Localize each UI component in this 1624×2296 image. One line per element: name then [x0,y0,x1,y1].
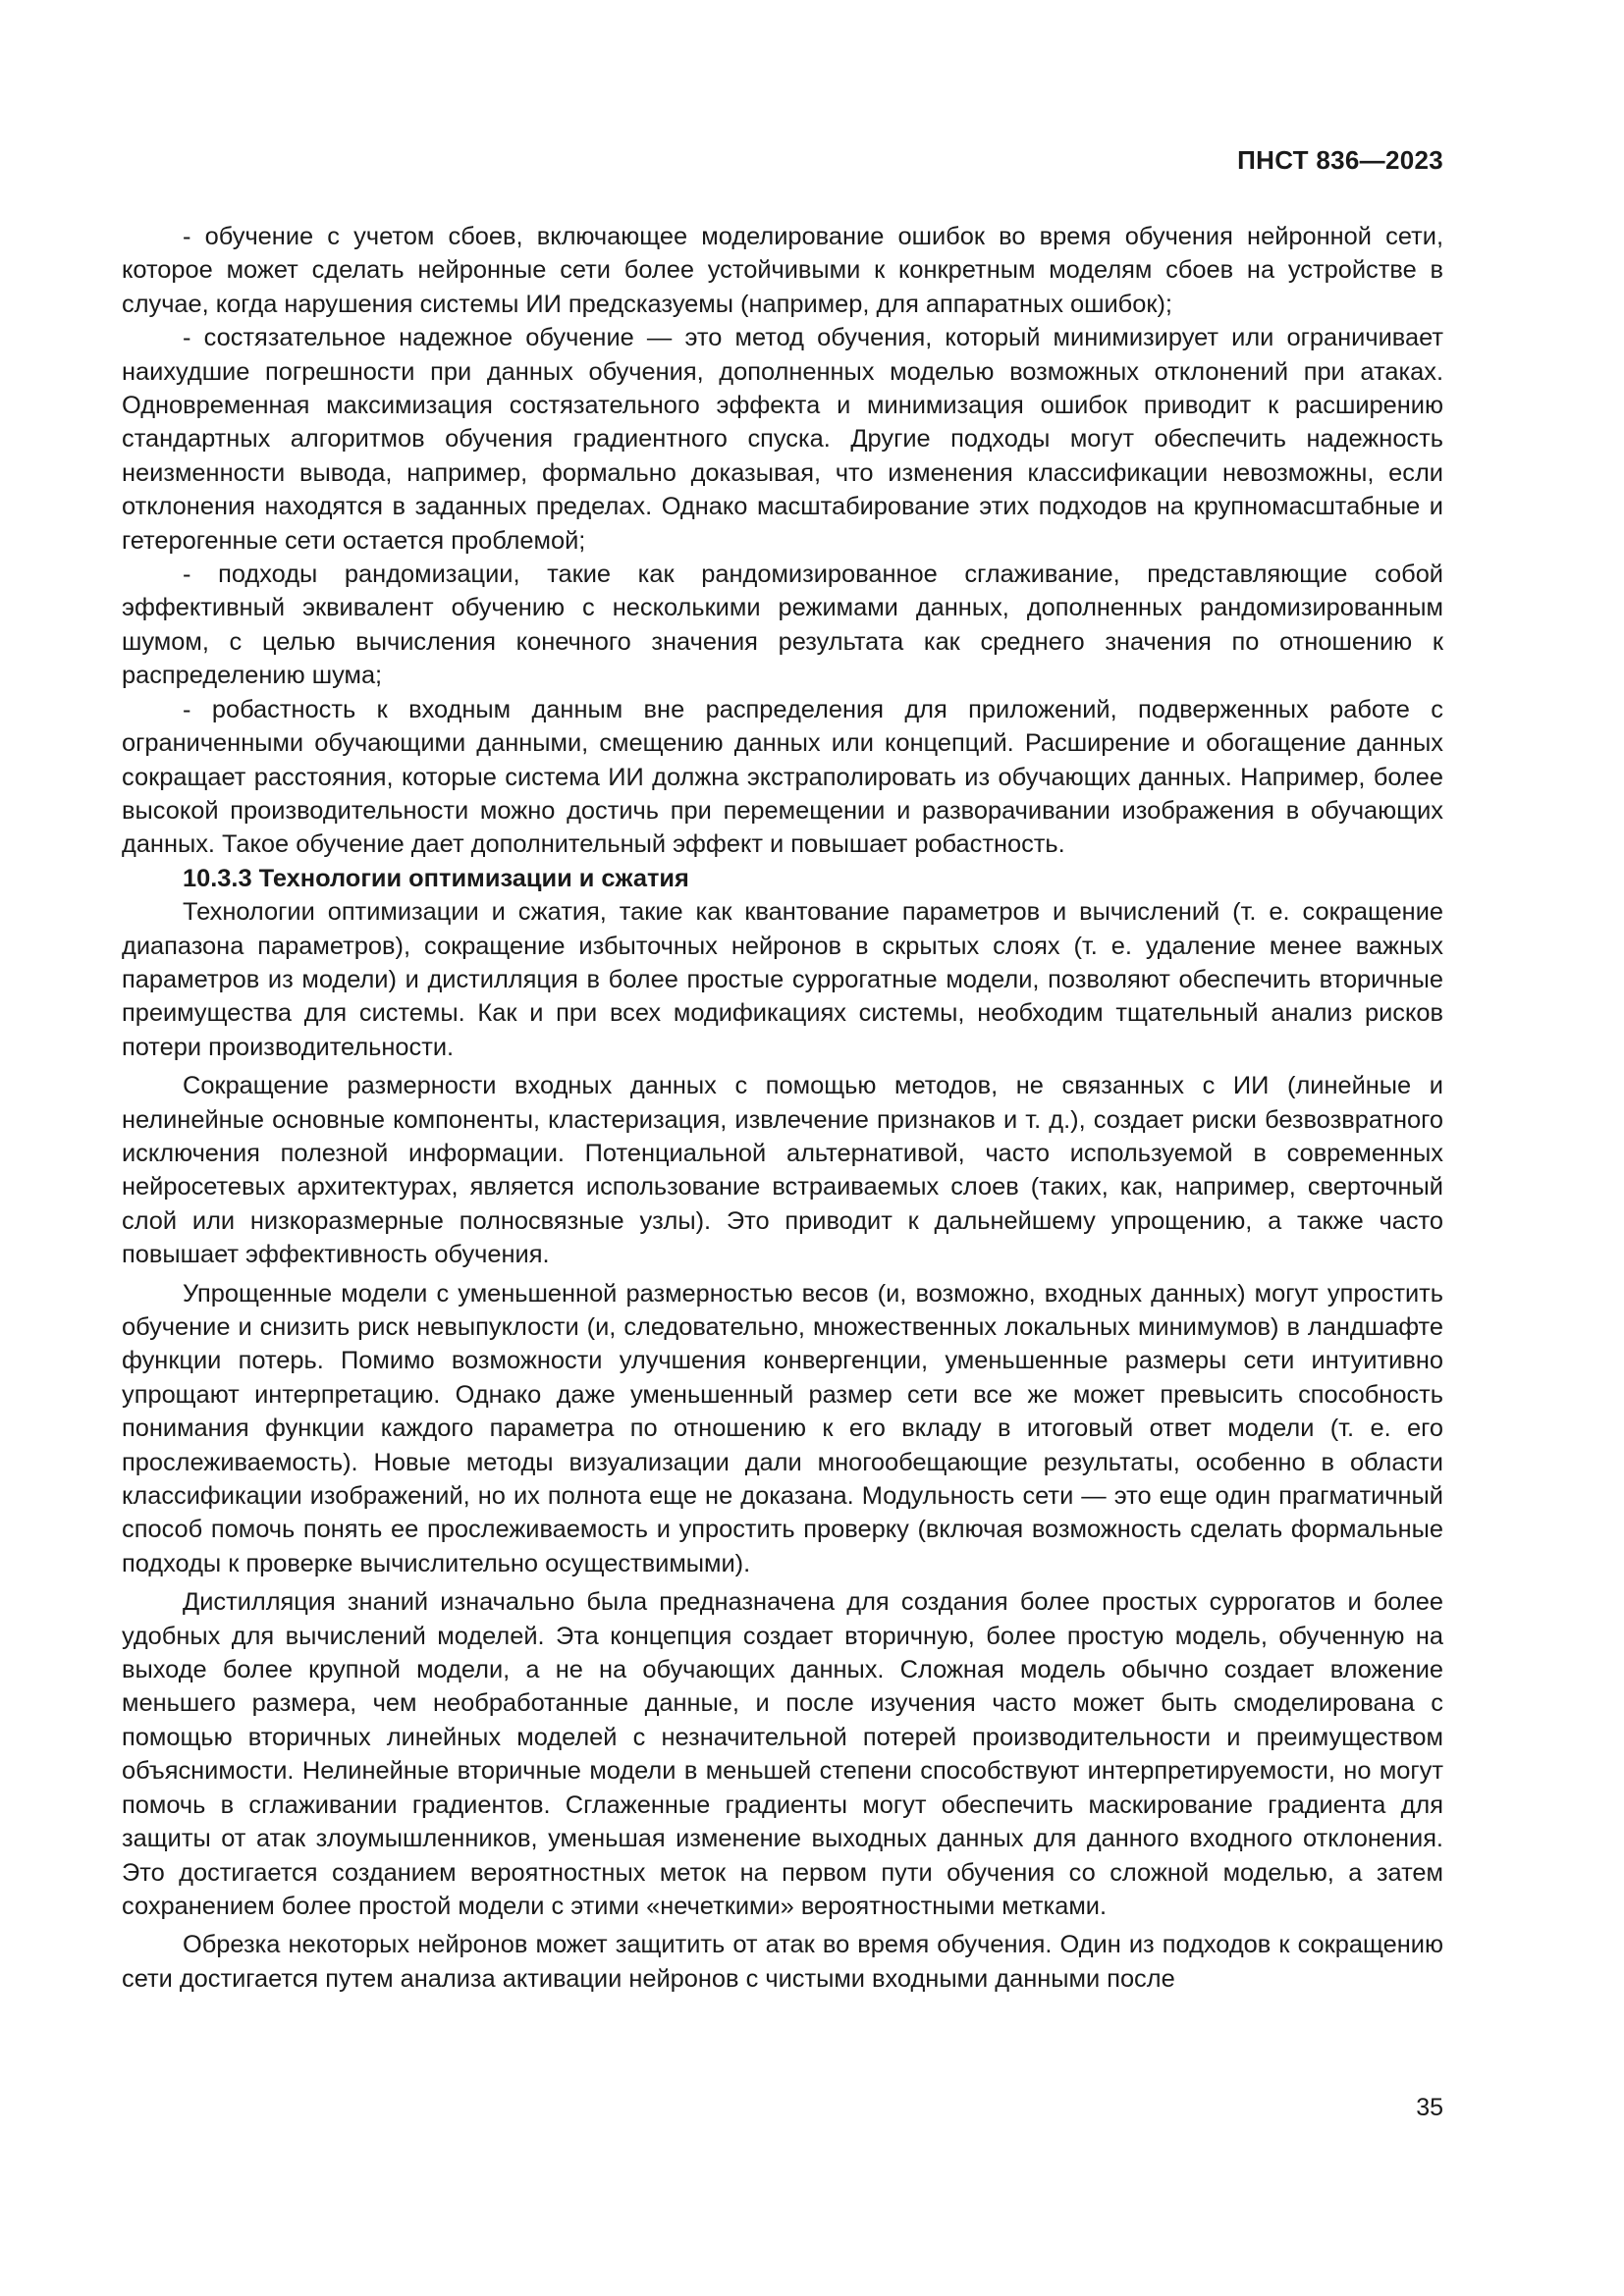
paragraph-dimensionality-reduction: Сокращение размерности входных данных с помощью методов, не связанных с ИИ (линейные и нелинейные основные компоненты, кластеризация, извлечение признаков и т. д.), создает риски безвозвратного исключения полезной информации. Потенциальной альтернативой, часто используемой в современных нейросетевых архитектурах, является использование встраиваемых слоев (таких, как, например, сверточный слой или низкоразмерные полносвязные узлы). Это приводит к дальнейшему упрощению, а также часто повышает эффективность обучения. [122,1072,1443,1269]
paragraph-optimization-compression: Технологии оптимизации и сжатия, такие как квантование параметров и вычислений (т. е. сокращение диапазона параметров), сокращение избыточных нейронов в скрытых слоях (т. е. удаление менее важных параметров из модели) и дистилляция в более простые суррогатные модели, позволяют обеспечить вторичные преимущества для системы. Как и при всех модификациях системы, необходим тщательный анализ рисков потери производительности. [122,898,1443,1061]
paragraph-adversarial-robust-training: - состязательное надежное обучение — это метод обучения, который минимизирует или ограничивает наихудшие погрешности при данных обучения, дополненных моделью возможных отклонений при атаках. Одновременная максимизация состязательного эффекта и минимизация ошибок приводит к расширению стандартных алгоритмов обучения градиентного спуска. Другие подходы могут обеспечить надежность неизменности вывода, например, формально доказывая, что изменения классификации невозможны, если отклонения находятся в заданных пределах. Однако масштабирование этих подходов на крупномасштабные и гетерогенные сети остается проблемой; [122,324,1443,555]
section-heading: 10.3.3 Технологии оптимизации и сжатия [183,864,689,892]
paragraph-out-of-distribution-robustness: - робастность к входным данным вне распределения для приложений, подверженных работе с ограниченными обучающими данными, смещению данных или концепций. Расширение и обогащение данных сокращает расстояния, которые система ИИ должна экстраполировать из обучающих данных. Например, более высокой производительности можно достичь при перемещении и разворачивании изображения в обучающих данных. Такое обучение дает дополнительный эффект и повышает робастность. [122,695,1443,859]
paragraph-knowledge-distillation: Дистилляция знаний изначально была предназначена для создания более простых суррогатов и более удобных для вычислений моделей. Эта концепция создает вторичную, более простую модель, обученную на выходе более крупной модели, а не на обучающих данных. Сложная модель обычно создает вложение меньшего размера, чем необработанные данные, и после изучения часто может быть смоделирована с помощью вторичных линейных моделей с незначительной потерей производительности и преимуществом объяснимости. Нелинейные вторичные модели в меньшей степени способствуют интерпретируемости, но могут помочь в сглаживании градиентов. Сглаженные градиенты могут обеспечить маскирование градиента для защиты от атак злоумышленников, уменьшая изменение выходных данных для данного входного отклонения. Это достигается созданием вероятностных меток на первом пути обучения со сложной моделью, а затем сохранением более простой модели с этими «нечеткими» вероятностными метками. [122,1588,1443,1920]
document-body [122,220,1443,1996]
paragraph-neuron-pruning: Обрезка некоторых нейронов может защитить от атак во время обучения. Один из подходов к сокращению сети достигается путем анализа активации нейронов с чистыми входными данными после [122,1931,1443,1993]
paragraph-simplified-models: Упрощенные модели с уменьшенной размерностью весов (и, возможно, входных данных) могут упростить обучение и снизить риск невыпуклости (и, следовательно, множественных локальных минимумов) в ландшафте функции потерь. Помимо возможности улучшения конвергенции, уменьшенные размеры сети интуитивно упрощают интерпретацию. Однако даже уменьшенный размер сети все же может превысить способность понимания функции каждого параметра по отношению к его вкладу в итоговый ответ модели (т. е. его прослеживаемость). Новые методы визуализации дали многообещающие результаты, особенно в области классификации изображений, но их полнота еще не доказана. Модульность сети — это еще один прагматичный способ помочь понять ее прослеживаемость и упростить проверку (включая возможность сделать формальные подходы к проверке вычислительно осуществимыми). [122,1279,1443,1577]
paragraph-randomization-approaches: - подходы рандомизации, такие как рандомизированное сглаживание, представляющие собой эффективный эквивалент обучению с несколькими режимами данных, дополненных рандомизированным шумом, с целью вычисления конечного значения результата как среднего значения по отношению к распределению шума; [122,561,1443,690]
page-number: 35 [1416,2094,1443,2121]
paragraph-fault-aware-training: - обучение с учетом сбоев, включающее моделирование ошибок во время обучения нейронной сети, которое может сделать нейронные сети более устойчивыми к конкретным моделям сбоев на устройстве в случае, когда нарушения системы ИИ предсказуемы (например, для аппаратных ошибок); [122,223,1443,318]
document-code: ПНСТ 836—2023 [1237,145,1443,175]
